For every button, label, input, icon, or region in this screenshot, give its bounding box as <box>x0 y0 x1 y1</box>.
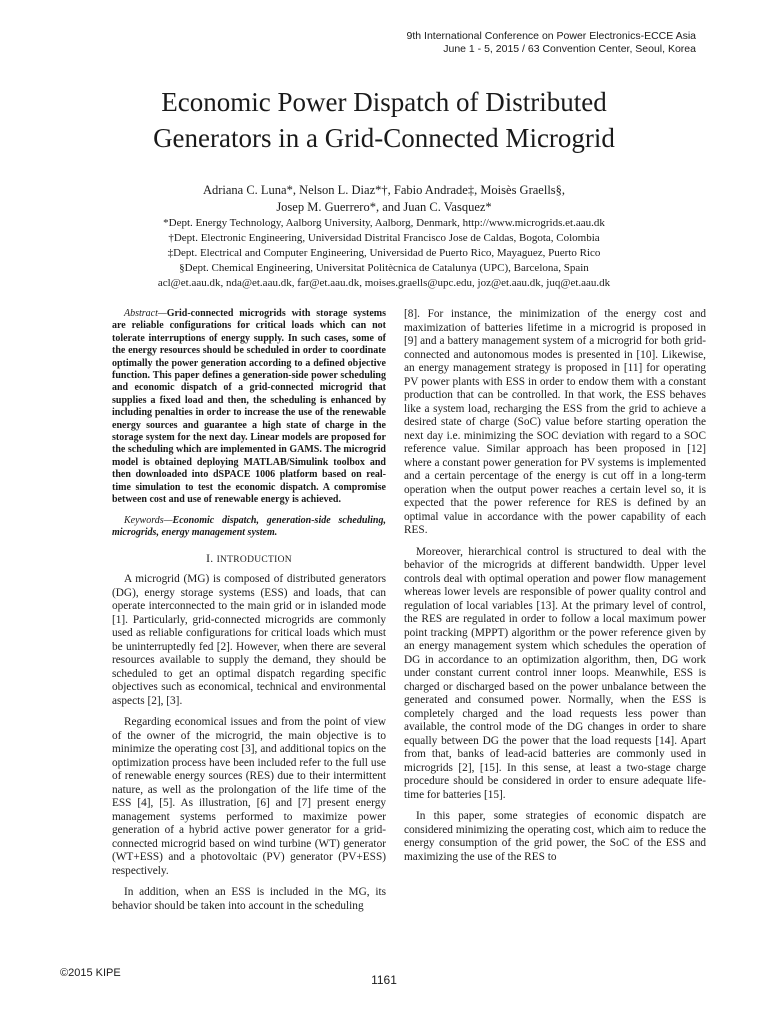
author-emails: acl@et.aau.dk, nda@et.aau.dk, far@et.aau.dk, moises.graells@upc.edu, joz@et.aau.dk, juq@et.aau.dk <box>157 277 611 289</box>
conference-line-1: 9th International Conference on Power Electronics-ECCE Asia <box>406 30 696 42</box>
author-list <box>60 182 708 216</box>
paragraph: Moreover, hierarchical control is structured to deal with the behavior of the microgrids at different bandwidth. Upper level controls deal with optimal operation and power flow management whereas lower levels are responsible of power quality control and regulation of local variables [13]. At the primary level of control, the RES are regulated in order to follow a local maximum power point tracking (MPPT) algorithm or the power reference given by an energy management system which schedules the operation of DG in accordance to an optimization algorithm, then, DG work under constant current control inner loops. Meanwhile, ESS is charged or discharged based on the power unbalance between the generated and consumed power. Normally, when the ESS is completely charged and the load requests less power than available, the control mode of the DG changes in order to share equally between DG the power that the load requests [14]. Apart from that, banks of lead-acid batteries are commonly used in microgrids [2], [15]. In this sense, at least a two-stage charge procedure should be considered in order to ensure adequate life-time for batteries [15]. <box>404 545 706 801</box>
keywords-text: Economic dispatch, generation-side scheduling, microgrids, energy management system. <box>112 514 386 538</box>
right-column <box>404 308 706 872</box>
conference-line-2: June 1 - 5, 2015 / 63 Convention Center, Seoul, Korea <box>443 42 696 55</box>
abstract-lead: Abstract— <box>124 308 167 319</box>
conference-header <box>407 30 696 55</box>
authors-line-2: Josep M. Guerrero*, and Juan C. Vasquez* <box>276 200 492 214</box>
paragraph: In addition, when an ESS is included in the MG, its behavior should be taken into account in the scheduling <box>112 886 386 912</box>
affiliation-3: ‡Dept. Electrical and Computer Engineering, Universidad de Puerto Rico, Mayaguez, Puerto Rico <box>167 247 601 259</box>
abstract-text: Grid-connected microgrids with storage systems are reliable configurations for critical loads which can not tolerate interruptions of energy supply. In such cases, some of the energy resources should be scheduled in order to coordinate optimally the power generation according to a defined objective function. This paper defines a generation-side power scheduling and economic dispatch of a grid-connected microgrid that supplies a fixed load and then, the scheduling is enhanced by including penalties in order to increase the use of the renewable energy sources and guarantee a high state of charge in the storage system for the next day. Linear models are proposed for the scheduling which are implemented in GAMS. The microgrid model is obtained deploying MATLAB/Simulink toolbox and then downloaded into dSPACE 1006 platform based on real-time simulation to test the economic dispatch. A compromise between cost and use of renewable energy is achieved. <box>112 308 386 506</box>
affiliation-1: *Dept. Energy Technology, Aalborg University, Aalborg, Denmark, http://www.microgrids.et.aau.dk <box>163 217 605 229</box>
abstract <box>112 308 386 507</box>
paragraph: Regarding economical issues and from the point of view of the owner of the microgrid, the main objective is to minimize the operating cost [3], and additional topics on the optimization process have been included refer to the full use of renewable energy sources (RES) due to their intermittent nature, as well as the prolongation of the life time of the ESS [4], [5]. As illustration, [6] and [7] present energy management systems performed to maximize power generation of a hybrid active power generator for a grid-connected microgrid based on wind turbine (WT) generator (WT+ESS) and a photovoltaic (PV) generator (PV+ESS) respectively. <box>112 716 386 877</box>
keywords <box>112 515 386 540</box>
affiliation-2: †Dept. Electronic Engineering, Universidad Distrital Francisco Jose de Caldas, Bogota, Colombia <box>168 232 600 244</box>
paragraph: [8]. For instance, the minimization of the energy cost and maximization of batteries lifetime in a microgrid is proposed in [9] and a battery management system of a microgrid for both grid-connected and autonomous modes is presented in [10]. Likewise, an energy management strategy is proposed in [11] for operating PV power plants with ESS in order to endow them with a constant production that can be controlled. In that work, the ESS behaves like a system load, recharging the ESS from the grid to achieve a desired state of charge (SoC) value before starting operation the next day i.e. minimizing the SOC deviation with regard to a SOC reference value. Similar approach has been proposed in [12] where a constant power generation for PV systems is implemented and a certain percentage of the energy is cut off in a long-term operation when the output power reaches a certain level so, it is expected that the power reference for RES is defined by an optimal value in accordance with the power capability of each RES. <box>404 308 706 536</box>
copyright-notice: ©2015 KIPE <box>60 967 121 979</box>
page-number: 1161 <box>371 973 397 987</box>
paragraph: A microgrid (MG) is composed of distributed generators (DG), energy storage systems (ESS) and loads, that can operate interconnected to the main grid or in islanded mode [1]. Particularly, grid-connected microgrids are commonly used as reliable configurations for critical loads which must be uninterruptedly fed [2]. However, when there are several resources available to supply the demand, they should be scheduled to get an optimal dispatch regarding specific objectives such as economical, technical and environmental aspects [2], [3]. <box>112 573 386 707</box>
authors-line-1: Adriana C. Luna*, Nelson L. Diaz*†, Fabio Andrade‡, Moisès Graells§, <box>202 183 566 197</box>
section-title: INTRODUCTION <box>216 555 292 566</box>
affiliation-4: §Dept. Chemical Engineering, Universitat Politècnica de Catalunya (UPC), Barcelona, Spain <box>179 262 589 274</box>
affiliations <box>40 216 728 291</box>
left-column <box>112 308 386 921</box>
title-line-1: Economic Power Dispatch of Distributed <box>161 87 607 117</box>
title-line-2: Generators in a Grid-Connected Microgrid <box>153 123 615 153</box>
paper-title <box>60 84 708 156</box>
keywords-lead: Keywords— <box>124 514 173 526</box>
section-number: I. <box>206 553 214 566</box>
paragraph: In this paper, some strategies of economic dispatch are considered minimizing the operating cost, which aim to reduce the energy consumption of the grid power, the SoC of the ESS and maximizing the use of the RES to <box>404 810 706 863</box>
section-heading <box>112 553 386 565</box>
